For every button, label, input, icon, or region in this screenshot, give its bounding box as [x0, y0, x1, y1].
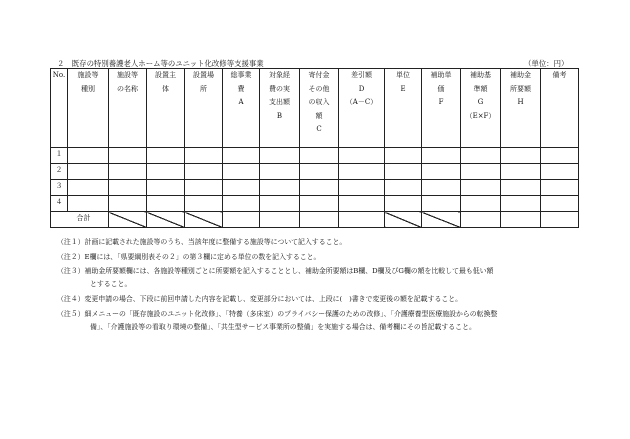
table-cell: [385, 180, 422, 196]
table-cell: [339, 148, 385, 164]
header-no: No.: [51, 69, 68, 148]
table-cell: [461, 148, 501, 164]
table-cell: [260, 148, 300, 164]
total-cell: [223, 212, 260, 228]
table-cell: [109, 180, 147, 196]
table-cell: [260, 180, 300, 196]
row-number: ２: [51, 164, 68, 180]
header-total-cost: 総事業 費 A: [223, 69, 260, 148]
table-cell: [501, 196, 541, 212]
total-diagonal-cell: [109, 212, 147, 228]
header-facility-name: 施設等 の名称: [109, 69, 147, 148]
header-unit-price: 補助単 価 F: [422, 69, 461, 148]
unit-label: （単位：円）: [524, 59, 569, 68]
header-facility-type: 施設等 種別: [68, 69, 109, 148]
table-cell: [541, 196, 579, 212]
note-1: （注１）計画に記載された施設等のうち、当該年度に整備する施設等について記入すること。: [57, 238, 347, 246]
table-cell: [68, 196, 109, 212]
table-cell: [339, 164, 385, 180]
table-cell: [501, 148, 541, 164]
total-cell: [339, 212, 385, 228]
total-diagonal-cell: [147, 212, 185, 228]
table-cell: [109, 164, 147, 180]
section-title: ２ 既存の特別養護老人ホーム等のユニット化改修等支援事業: [57, 59, 264, 68]
header-units: 単位 E: [385, 69, 422, 148]
note-2: （注２）E欄には、「県要綱別表その２」の第３欄に定める単位の数を記入すること。: [57, 253, 321, 261]
table-cell: [541, 148, 579, 164]
table-cell: [422, 180, 461, 196]
table-row: [51, 164, 579, 180]
note-4: （注４）変更申請の場合、下段に前回申請した内容を記載し、変更部分においては、上段に( )書きで変更後の額を記載すること。: [57, 295, 463, 303]
table-cell: [260, 196, 300, 212]
header-target-expense: 対象経 費の実 支出額 B: [260, 69, 300, 148]
table-cell: [422, 196, 461, 212]
table-cell: [385, 164, 422, 180]
table-cell: [461, 196, 501, 212]
table-cell: [185, 148, 223, 164]
table-row: [51, 180, 579, 196]
header-required-amount: 補助金 所要額 H: [501, 69, 541, 148]
table-cell: [147, 164, 185, 180]
row-number: １: [51, 148, 68, 164]
table-cell: [541, 180, 579, 196]
total-row: [51, 212, 579, 228]
table-cell: [223, 180, 260, 196]
total-cell: [461, 212, 501, 228]
table-cell: [385, 148, 422, 164]
note-5-continued: 備」、「介護施設等の看取り環境の整備」、「共生型サービス事業所の整備」を実施する場合は、備考欄にその旨記載すること。: [90, 323, 476, 331]
total-cell: [501, 212, 541, 228]
total-diagonal-cell: [385, 212, 422, 228]
table-cell: [385, 196, 422, 212]
table-cell: [300, 196, 339, 212]
note-3: （注３）補助金所要額欄には、各施設等種別ごとに所要額を記入することとし、補助金所要額はB欄、D欄及びG欄の額を比較して最も低い額: [57, 267, 494, 275]
subsidy-table: [50, 68, 579, 228]
table-cell: [223, 148, 260, 164]
header-location: 設置場 所: [185, 69, 223, 148]
header-operator: 設置主 体: [147, 69, 185, 148]
total-diagonal-cell: [185, 212, 223, 228]
table-cell: [147, 180, 185, 196]
total-diagonal-cell: [422, 212, 461, 228]
table-cell: [300, 148, 339, 164]
table-cell: [339, 196, 385, 212]
table-cell: [300, 164, 339, 180]
table-cell: [501, 164, 541, 180]
table-cell: [422, 164, 461, 180]
table-cell: [68, 148, 109, 164]
table-cell: [147, 196, 185, 212]
table-cell: [260, 164, 300, 180]
row-number: ３: [51, 180, 68, 196]
header-row: [51, 69, 579, 148]
table-cell: [68, 180, 109, 196]
table-cell: [185, 196, 223, 212]
table-row: [51, 148, 579, 164]
table-cell: [461, 164, 501, 180]
table-cell: [185, 164, 223, 180]
table-cell: [109, 196, 147, 212]
note-5: （注５）細メニューの「既存施設のユニット化改修」、「特養（多床室）のプライバシー保護のための改修」、「介護療養型医療施設からの転換整: [57, 310, 498, 318]
header-remarks: 備考: [541, 69, 579, 148]
table-cell: [339, 180, 385, 196]
header-standard-amount: 補助基 準額 G （E×F）: [461, 69, 501, 148]
total-cell: [260, 212, 300, 228]
table-cell: [185, 180, 223, 196]
total-cell: [300, 212, 339, 228]
table-cell: [223, 164, 260, 180]
row-number: ４: [51, 196, 68, 212]
header-donations: 寄付金 その他 の収入 額 C: [300, 69, 339, 148]
table-cell: [147, 148, 185, 164]
table-cell: [501, 180, 541, 196]
table-cell: [541, 164, 579, 180]
table-row: [51, 196, 579, 212]
table-cell: [223, 196, 260, 212]
table-cell: [422, 148, 461, 164]
total-label: 合計: [51, 212, 109, 228]
table-cell: [109, 148, 147, 164]
table-cell: [461, 180, 501, 196]
note-3-continued: とすること。: [90, 280, 132, 288]
table-cell: [68, 164, 109, 180]
total-cell: [541, 212, 579, 228]
header-net-amount: 差引額 D （A－C）: [339, 69, 385, 148]
table-cell: [300, 180, 339, 196]
